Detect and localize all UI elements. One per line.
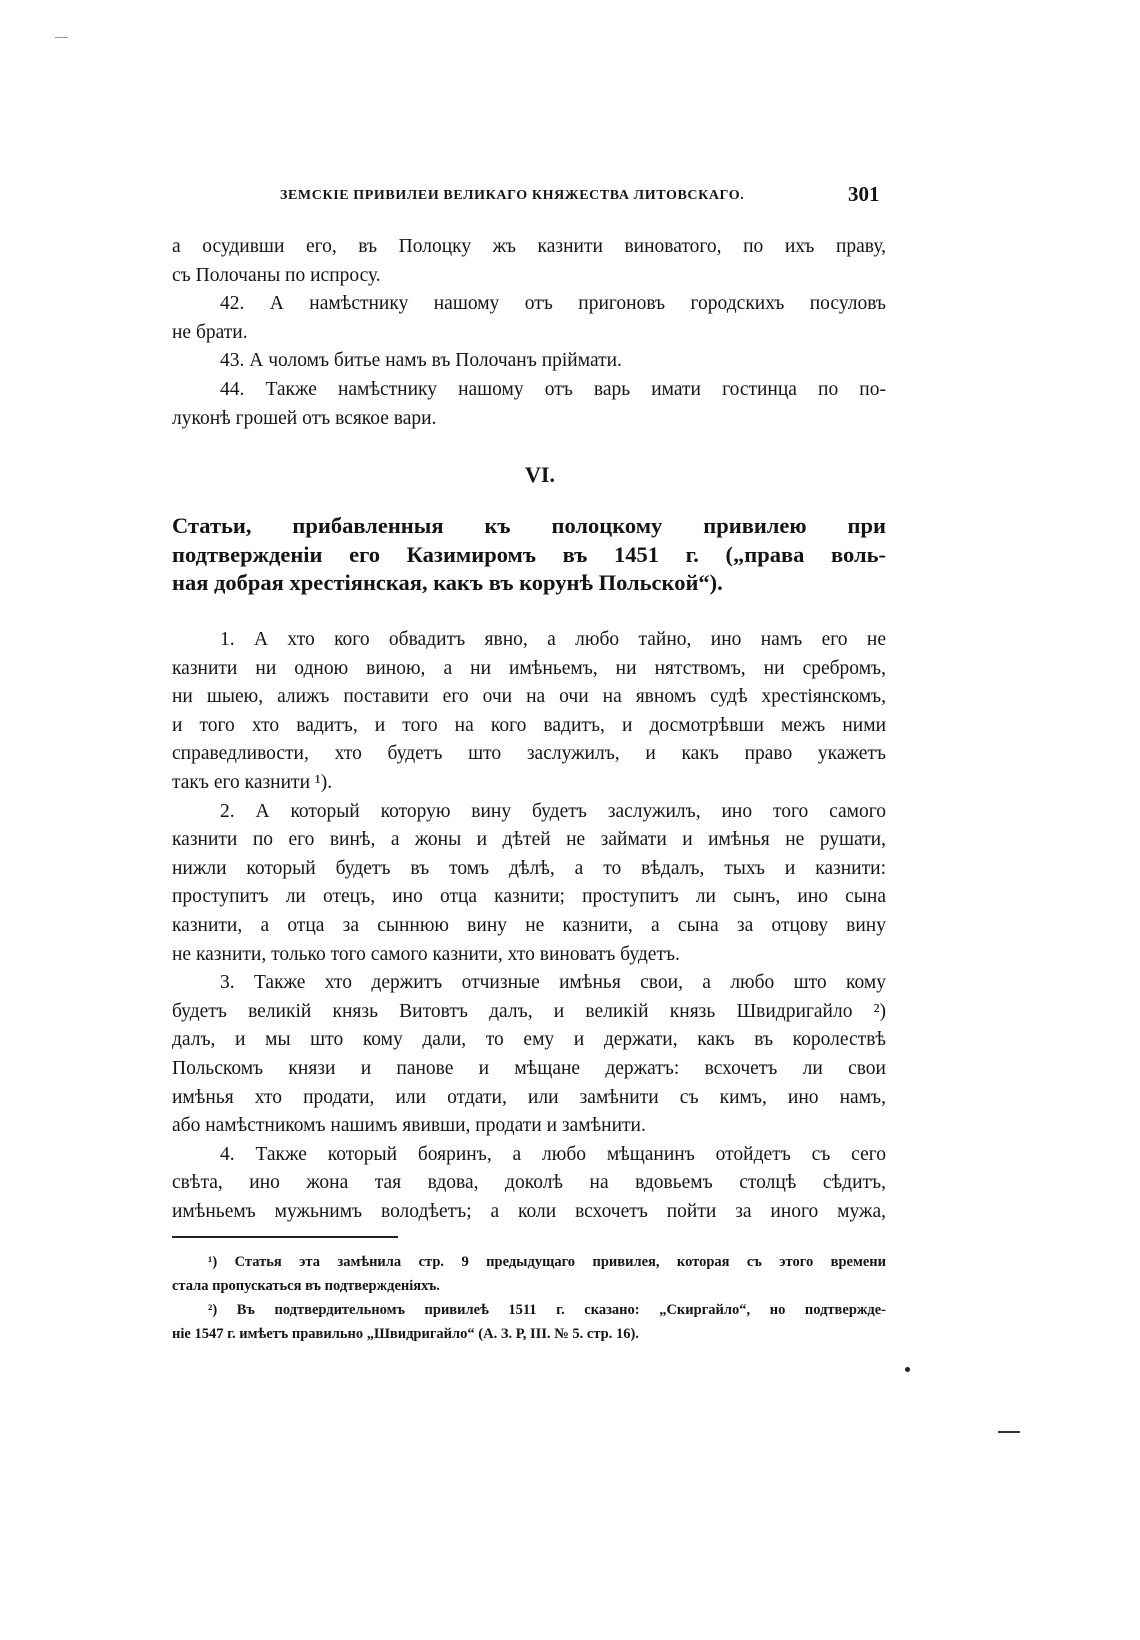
article-line: имѣнья хто продати, или отдати, или замѣнити съ кимъ, ино намъ,	[172, 1086, 886, 1108]
footnote-line: ²) Въ подтвердительномъ привилеѣ 1511 г. сказано: „Скиргайло“, но подтвержде-	[208, 1302, 886, 1318]
page-number: 301	[848, 182, 880, 206]
running-title: ЗЕМСКІЕ ПРИВИЛЕИ ВЕЛИКАГО КНЯЖЕСТВА ЛИТОВСКАГО.	[280, 188, 745, 203]
heading-line: ная добрая хрестіянская, какъ въ корунѣ Польской“).	[172, 570, 723, 595]
scan-artifact-dot	[905, 1367, 910, 1372]
continued-paragraphs	[172, 233, 886, 433]
paragraph-line: 43. А чоломъ битье намъ въ Полочанъ пріймати.	[220, 350, 622, 372]
scan-artifact-dash	[998, 1431, 1020, 1433]
article-line: казнити ни одною виною, а ни имѣньемъ, ни нятствомъ, ни сребромъ,	[172, 657, 886, 679]
paragraph-line: луконѣ грошей отъ всякое вари.	[172, 407, 437, 429]
article-line: нижли который будетъ въ томъ дѣлѣ, а то вѣдалъ, тыхъ и казнити:	[172, 857, 886, 879]
article-line: не казнити, только того самого казнити, хто виноватъ будетъ.	[172, 943, 680, 965]
article-line: казнити по его винѣ, а жоны и дѣтей не займати и имѣнья не рушати,	[172, 829, 886, 851]
article-line: такъ его казнити ¹).	[172, 771, 333, 793]
article-line: ни шыею, алижъ поставити его очи на очи на явномъ судѣ хрестіянскомъ,	[172, 686, 886, 708]
article-line: свѣта, ино жона тая вдова, доколѣ на вдовьемъ столцѣ сѣдитъ,	[172, 1172, 886, 1194]
footnote-line: ніе 1547 г. имѣетъ правильно „Швидригайло“ (А. З. Р, III. № 5. стр. 16).	[172, 1326, 639, 1342]
scan-artifact-dash	[55, 37, 68, 38]
article-line: далъ, и мы што кому дали, то ему и держати, какъ въ королествѣ	[172, 1029, 886, 1051]
article-line: або намѣстникомъ нашимъ явивши, продати и замѣнити.	[172, 1115, 646, 1137]
article-line: 2. А который которую вину будетъ заслужилъ, ино того самого	[220, 800, 886, 822]
paragraph-line: 44. Также намѣстнику нашому отъ варь имати гостинца по по-	[220, 378, 886, 400]
paragraph-line: не брати.	[172, 321, 248, 343]
article-line: 3. Также хто держитъ отчизные имѣнья свои, а любо што кому	[220, 972, 886, 994]
section-number: VI.	[525, 462, 555, 487]
paragraph-line: съ Полочаны по испросу.	[172, 264, 381, 286]
articles	[172, 626, 886, 1226]
article-line: справедливости, хто будетъ што заслужилъ, и какъ право укажетъ	[172, 743, 886, 765]
article-line: 1. А хто кого обвадитъ явно, а любо тайно, ино намъ его не	[220, 629, 886, 650]
article-line: имѣньемъ мужьнимъ володѣетъ; а коли всхочетъ пойти за иного мужа,	[172, 1200, 886, 1222]
article-line: и того хто вадитъ, и того на кого вадитъ, и досмотрѣвши межъ ними	[172, 714, 886, 736]
heading-line: Статьи, прибавленныя къ полоцкому привилею при	[172, 513, 886, 538]
footnotes	[172, 1250, 886, 1346]
section-heading	[172, 512, 886, 598]
article-line: 4. Также который бояринъ, а любо мѣщанинъ отойдетъ съ сего	[220, 1143, 886, 1165]
paragraph-line: а осудивши его, въ Полоцку жъ казнити виноватого, по ихъ праву,	[172, 236, 886, 257]
heading-line: подтвержденіи его Казимиромъ въ 1451 г. („права воль-	[172, 541, 886, 567]
article-line: будетъ великій князь Витовтъ далъ, и великій князь Швидригайло ²)	[172, 1000, 886, 1022]
footnote-line: ¹) Статья эта замѣнила стр. 9 предыдущаго привилея, которая съ этого времени	[208, 1254, 886, 1270]
footnote-rule	[172, 1236, 398, 1238]
article-line: проступитъ ли отецъ, ино отца казнити; проступитъ ли сынъ, ино сына	[172, 886, 886, 908]
paragraph-line: 42. А намѣстнику нашому отъ пригоновъ городскихъ посуловъ	[220, 293, 886, 315]
article-line: казнити, а отца за сыннюю вину не казнити, а сына за отцову вину	[172, 914, 886, 936]
article-line: Польскомъ князи и панове и мѣщане держатъ: всхочетъ ли свои	[172, 1057, 886, 1079]
footnote-line: стала пропускаться въ подтвержденіяхъ.	[172, 1278, 440, 1294]
